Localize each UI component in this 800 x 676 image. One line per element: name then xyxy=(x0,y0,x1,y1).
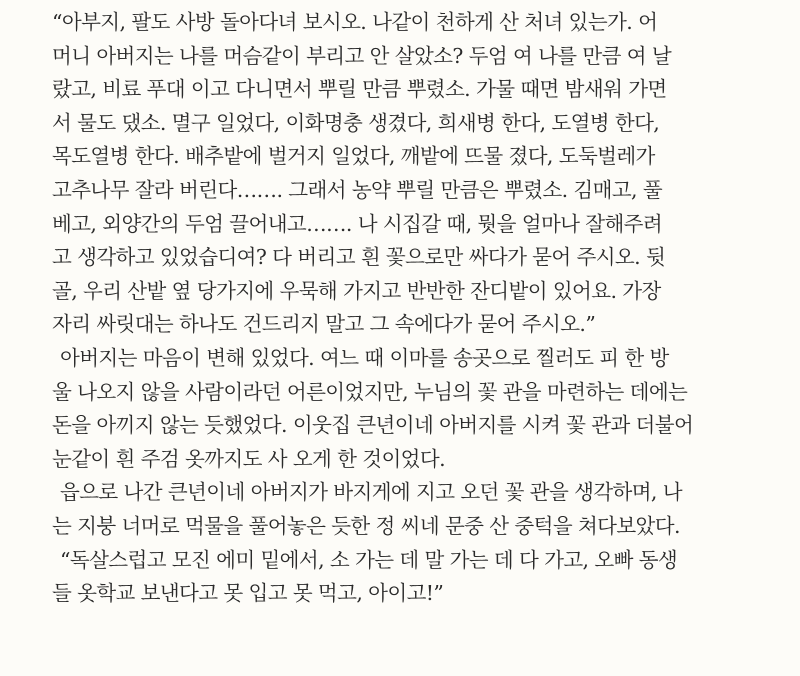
text-line: 골, 우리 산밭 옆 당가지에 우묵해 가지고 반반한 잔디밭이 있어요. 가장 xyxy=(52,278,661,303)
text-line: 눈같이 흰 주검 옷까지도 사 오게 한 것이었다. xyxy=(52,446,445,471)
text-line: 자리 싸릿대는 하나도 건드리지 말고 그 속에다가 묻어 주시오.” xyxy=(52,312,596,337)
text-line: 고추나무 잘라 버린다……. 그래서 농약 뿌릴 만큼은 뿌렸소. 김매고, 풀 xyxy=(52,177,663,202)
text-line: 서 물도 댔소. 멸구 일었다, 이화명충 생겼다, 희새병 한다, 도열병 한다, xyxy=(52,110,660,135)
text-line: “아부지, 팔도 사방 돌아다녀 보시오. 나같이 천하게 산 처녀 있는가. 어 xyxy=(52,10,658,34)
text-line: 머니 아버지는 나를 머슴같이 부리고 안 살았소? 두엄 여 나를 만큼 여 날 xyxy=(52,43,672,68)
text-line: 들 옷학교 보낸다고 못 입고 못 먹고, 아이고!” xyxy=(52,581,444,606)
body-text xyxy=(52,6,782,611)
text-line: 는 지붕 너머로 먹물을 풀어놓은 듯한 정 씨네 문중 산 중턱을 쳐다보았다. xyxy=(52,513,680,538)
text-line: 목도열병 한다. 배추밭에 벌거지 일었다, 깨밭에 뜨물 졌다, 도둑벌레가 xyxy=(52,144,655,169)
text-line: 울 나오지 않을 사람이라던 어른이었지만, 누님의 꽃 관을 마련하는 데에는 xyxy=(52,379,688,404)
text-line: 고 생각하고 있었습디여? 다 버리고 흰 꽃으로만 싸다가 묻어 주시오. 뒷 xyxy=(52,245,666,270)
text-line: 베고, 외양간의 두엄 끌어내고……. 나 시집갈 때, 뭣을 얼마나 잘해주려 xyxy=(52,211,663,236)
text-line: 랐고, 비료 푸대 이고 다니면서 뿌릴 만큼 뿌렸소. 가물 때면 밤새워 가면 xyxy=(52,77,667,102)
text-line: 아버지는 마음이 변해 있었다. 여느 때 이마를 송곳으로 찔러도 피 한 방 xyxy=(60,345,669,370)
text-line: 읍으로 나간 큰년이네 아버지가 바지게에 지고 오던 꽃 관을 생각하며, 나 xyxy=(60,480,682,505)
text-line: 돈을 아끼지 않는 듯했었다. 이웃집 큰년이네 아버지를 시켜 꽃 관과 더불어 xyxy=(52,413,694,438)
text-line: “독살스럽고 모진 에미 밑에서, 소 가는 데 말 가는 데 다 가고, 오빠 동생 xyxy=(60,547,678,572)
